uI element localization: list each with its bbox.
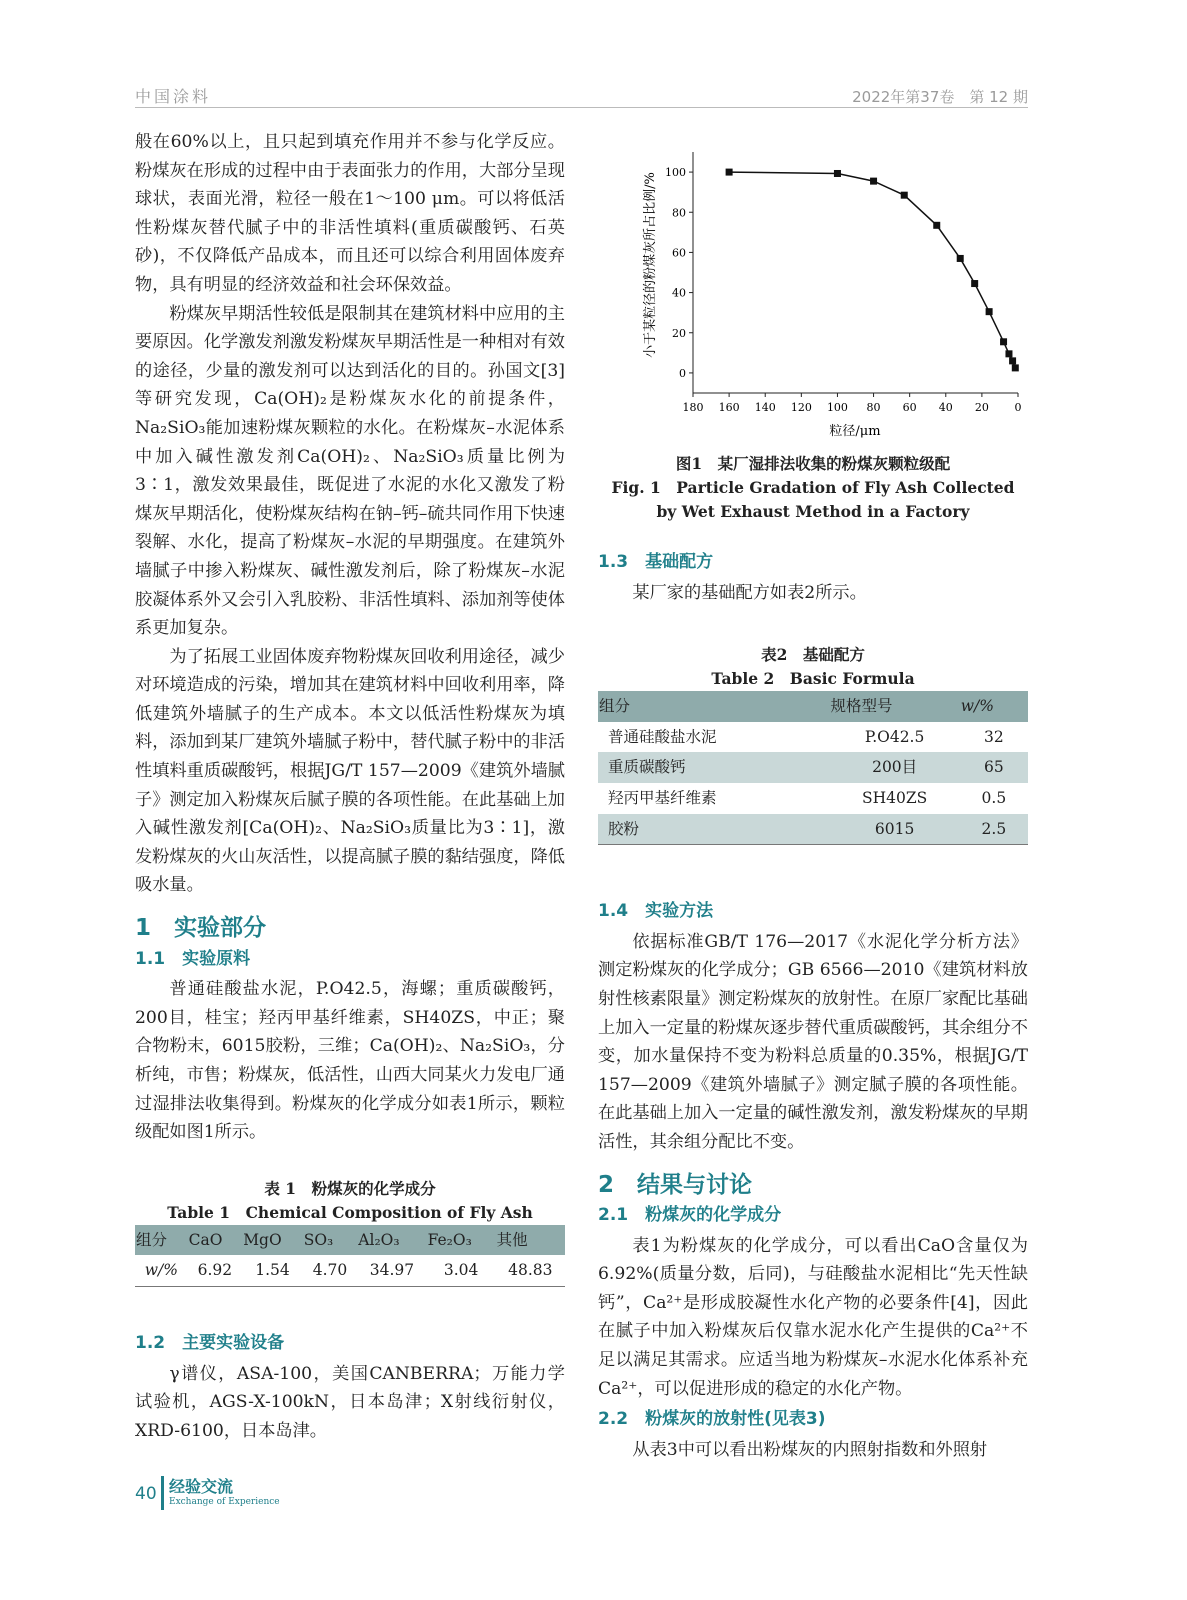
- table-header: Al₂O₃: [357, 1225, 426, 1256]
- table-cell: 6.92: [197, 1261, 233, 1280]
- paragraph: 依据标准GB/T 176—2017《水泥化学分析方法》测定粉煤灰的化学成分；GB 6566—2010《建筑材料放射性核素限量》测定粉煤灰的放射性。在原厂家配比基础上加入一定量的粉煤灰逐步替代重质碳酸钙，其余组分不变，加水量保持不变为粉料总质量的0.35%，根据JG/T 157—2009《建筑外墙腻子》测定腻子膜的各项性能。在此基础上加入一定量的碱性激发剂，激发粉煤灰的早期活性，其余组分配比不变。: [598, 931, 1028, 1152]
- paragraph: 表1为粉煤灰的化学成分，可以看出CaO含量仅为6.92%(质量分数，后同)，与硅酸盐水泥相比“先天性缺钙”，Ca²⁺是形成胶凝性水化产物的必要条件[4]，因此在腻子中加入粉煤灰后仅靠水泥水化产生提供的Ca²⁺不足以满足其需求。应适当地为粉煤灰–水泥水化体系补充Ca²⁺，可以促进形成的稳定的水化产物。: [598, 1235, 1028, 1399]
- paragraph: 粉煤灰早期活性较低是限制其在建筑材料中应用的主要原因。化学激发剂激发粉煤灰早期活性是一种相对有效的途径，少量的激发剂可以达到活化的目的。孙国文[3]等研究发现，Ca(OH)₂是粉煤灰水化的前提条件，Na₂SiO₃能加速粉煤灰颗粒的水化。在粉煤灰–水泥体系中加入碱性激发剂Ca(OH)₂、Na₂SiO₃质量比例为3∶1，激发效果最佳，既促进了水泥的水化又激发了粉煤灰早期活化，使粉煤灰结构在钠–钙–硫共同作用下快速裂解、水化，提高了粉煤灰–水泥的早期强度。在建筑外墙腻子中掺入粉煤灰、碱性激发剂后，除了粉煤灰–水泥胶凝体系外又会引入乳胶粉、非活性填料、添加剂等使体系更加复杂。: [135, 303, 565, 639]
- data-point: [1000, 338, 1007, 345]
- table-cell: 65: [960, 752, 1028, 783]
- data-point: [1009, 357, 1016, 364]
- subsection-heading: 1.2 主要实验设备: [135, 1332, 285, 1353]
- y-tick-label: 100: [665, 166, 686, 180]
- section-name-cn: 经验交流: [169, 1477, 234, 1496]
- data-point: [957, 255, 964, 262]
- section-name-en: Exchange of Experience: [169, 1497, 280, 1507]
- table-cell: 6015: [830, 814, 960, 845]
- x-tick-label: 40: [938, 401, 953, 414]
- section-heading: 1 实验部分: [135, 915, 267, 942]
- y-axis-label: 小于某粒径的粉煤灰所占比例/%: [643, 172, 658, 358]
- subsection-heading: 1.1 实验原料: [135, 948, 251, 969]
- table-header: 组分: [598, 691, 830, 722]
- y-tick-label: 20: [672, 326, 686, 340]
- particle-gradation-chart: [630, 140, 1040, 440]
- table-cell: 胶粉: [598, 814, 830, 845]
- table-cell: 3.04: [443, 1261, 479, 1280]
- table-cell: SH40ZS: [862, 788, 928, 807]
- table-cell: 4.70: [312, 1261, 348, 1280]
- paragraph: 某厂家的基础配方如表2所示。: [632, 582, 867, 603]
- paragraph: γ谱仪，ASA-100，美国CANBERRA；万能力学试验机，AGS-X-100kN，日本岛津；X射线衍射仪，XRD-6100，日本岛津。: [135, 1363, 565, 1441]
- table-cell: 32: [984, 727, 1004, 746]
- table-cell: 48.83: [508, 1261, 553, 1280]
- table-row: [598, 722, 1028, 753]
- x-tick-label: 160: [718, 401, 740, 414]
- x-tick-label: 60: [902, 401, 917, 414]
- x-tick-label: 80: [866, 401, 881, 414]
- table-cell: 200目: [830, 752, 960, 783]
- table-header: MgO: [242, 1225, 303, 1256]
- footer-divider: [161, 1476, 164, 1510]
- x-axis-label: 粒径/μm: [829, 424, 881, 439]
- paragraph: 普通硅酸盐水泥，P.O42.5，海螺；重质碳酸钙，200目，桂宝；羟丙甲基纤维素，SH40ZS，中正；聚合物粉末，6015胶粉，三维；Ca(OH)₂、Na₂SiO₃，分析纯，市售；粉煤灰，低活性，山西大同某火力发电厂通过湿排法收集得到。粉煤灰的化学成分如表1所示，颗粒级配如图1所示。: [135, 979, 565, 1143]
- data-point: [901, 192, 908, 199]
- figure-caption-en: Fig. 1 Particle Gradation of Fly Ash Collected by Wet Exhaust Method in a Factory: [611, 478, 1015, 521]
- y-tick-label: 60: [672, 246, 686, 260]
- header-divider: [135, 107, 1028, 108]
- table2: [598, 691, 1028, 845]
- data-point: [726, 169, 733, 176]
- table1-caption-cn: 表 1 粉煤灰的化学成分: [264, 1178, 436, 1198]
- x-tick-label: 140: [754, 401, 776, 414]
- table-header: SO₃: [303, 1225, 358, 1256]
- table-header: w/%: [960, 691, 1028, 722]
- table2-caption-cn: 表2 基础配方: [761, 645, 865, 665]
- table2-caption-en: Table 2 Basic Formula: [711, 669, 915, 689]
- y-tick-label: 40: [672, 286, 686, 300]
- x-tick-label: 120: [790, 401, 812, 414]
- table-row: [598, 814, 1028, 845]
- page-number: 40: [135, 1484, 157, 1504]
- data-point: [1012, 364, 1019, 371]
- x-tick-label: 20: [974, 401, 989, 414]
- x-tick-label: 0: [1014, 401, 1022, 414]
- data-point: [933, 222, 940, 229]
- subsection-heading: 2.1 粉煤灰的化学成分: [598, 1205, 782, 1226]
- table-cell: 羟丙甲基纤维素: [608, 788, 717, 807]
- x-tick-label: 100: [826, 401, 848, 414]
- x-tick-label: 180: [682, 401, 704, 414]
- table-cell: 2.5: [960, 814, 1028, 845]
- table-header: Fe₂O₃: [427, 1225, 496, 1256]
- paragraph: 从表3中可以看出粉煤灰的内照射指数和外照射: [632, 1439, 988, 1460]
- table-header: 组分: [135, 1225, 188, 1256]
- y-tick-label: 80: [672, 206, 686, 220]
- paragraph: 般在60%以上，且只起到填充作用并不参与化学反应。粉煤灰在形成的过程中由于表面张力的作用，大部分呈现球状，表面光滑，粒径一般在1～100 μm。可以将低活性粉煤灰替代腻子中的非活性填料(重质碳酸钙、石英砂)，不仅降低产品成本，而且还可以综合利用固体废弃物，具有明显的经济效益和社会环保效益。: [135, 132, 565, 295]
- issue-info: 2022年第37卷 第 12 期: [852, 88, 1028, 106]
- table-row: [598, 752, 1028, 783]
- table1-caption-en: Table 1 Chemical Composition of Fly Ash: [167, 1202, 533, 1222]
- table-row: [598, 783, 1028, 814]
- table-cell: 重质碳酸钙: [598, 752, 830, 783]
- data-point: [986, 308, 993, 315]
- data-point: [1005, 350, 1012, 357]
- left-column: [135, 128, 565, 1445]
- table1: [135, 1225, 565, 1287]
- data-point: [870, 178, 877, 185]
- table-cell: 普通硅酸盐水泥: [608, 727, 717, 746]
- subsection-heading: 1.3 基础配方: [598, 552, 714, 572]
- table-cell: 0.5: [981, 788, 1007, 807]
- figure-caption-cn: 图1 某厂湿排法收集的粉煤灰颗粒级配: [675, 454, 951, 473]
- subsection-heading: 1.4 实验方法: [598, 901, 714, 922]
- journal-name: 中国涂料: [135, 87, 212, 106]
- table-cell: 1.54: [255, 1261, 290, 1280]
- table-header: 规格型号: [830, 691, 960, 722]
- table-cell: P.O42.5: [864, 727, 925, 746]
- data-point: [834, 170, 841, 177]
- data-point: [971, 280, 978, 287]
- right-column: [598, 452, 1028, 1464]
- table-cell: 34.97: [369, 1261, 415, 1280]
- y-tick-label: 0: [679, 366, 686, 380]
- section-heading: 2 结果与讨论: [598, 1171, 753, 1198]
- table-header: CaO: [188, 1225, 243, 1256]
- paragraph: 为了拓展工业固体废弃物粉煤灰回收利用途径，减少对环境造成的污染，增加其在建筑材料中回收利用率，降低建筑外墙腻子的生产成本。本文以低活性粉煤灰为填料，添加到某厂建筑外墙腻子粉中，替代腻子粉中的非活性填料重质碳酸钙，根据JG/T 157—2009《建筑外墙腻子》测定加入粉煤灰后腻子膜的各项性能。在此基础上加入碱性激发剂[Ca(OH)₂、Na₂SiO₃质量比为3∶1]，激发粉煤灰的火山灰活性，以提高腻子膜的黏结强度，降低吸水量。: [135, 646, 565, 896]
- table-cell: w/%: [144, 1261, 178, 1280]
- subsection-heading: 2.2 粉煤灰的放射性(见表3): [598, 1409, 826, 1430]
- series-line: [729, 172, 1015, 368]
- table-row: [135, 1255, 565, 1286]
- table-header: 其他: [496, 1225, 565, 1256]
